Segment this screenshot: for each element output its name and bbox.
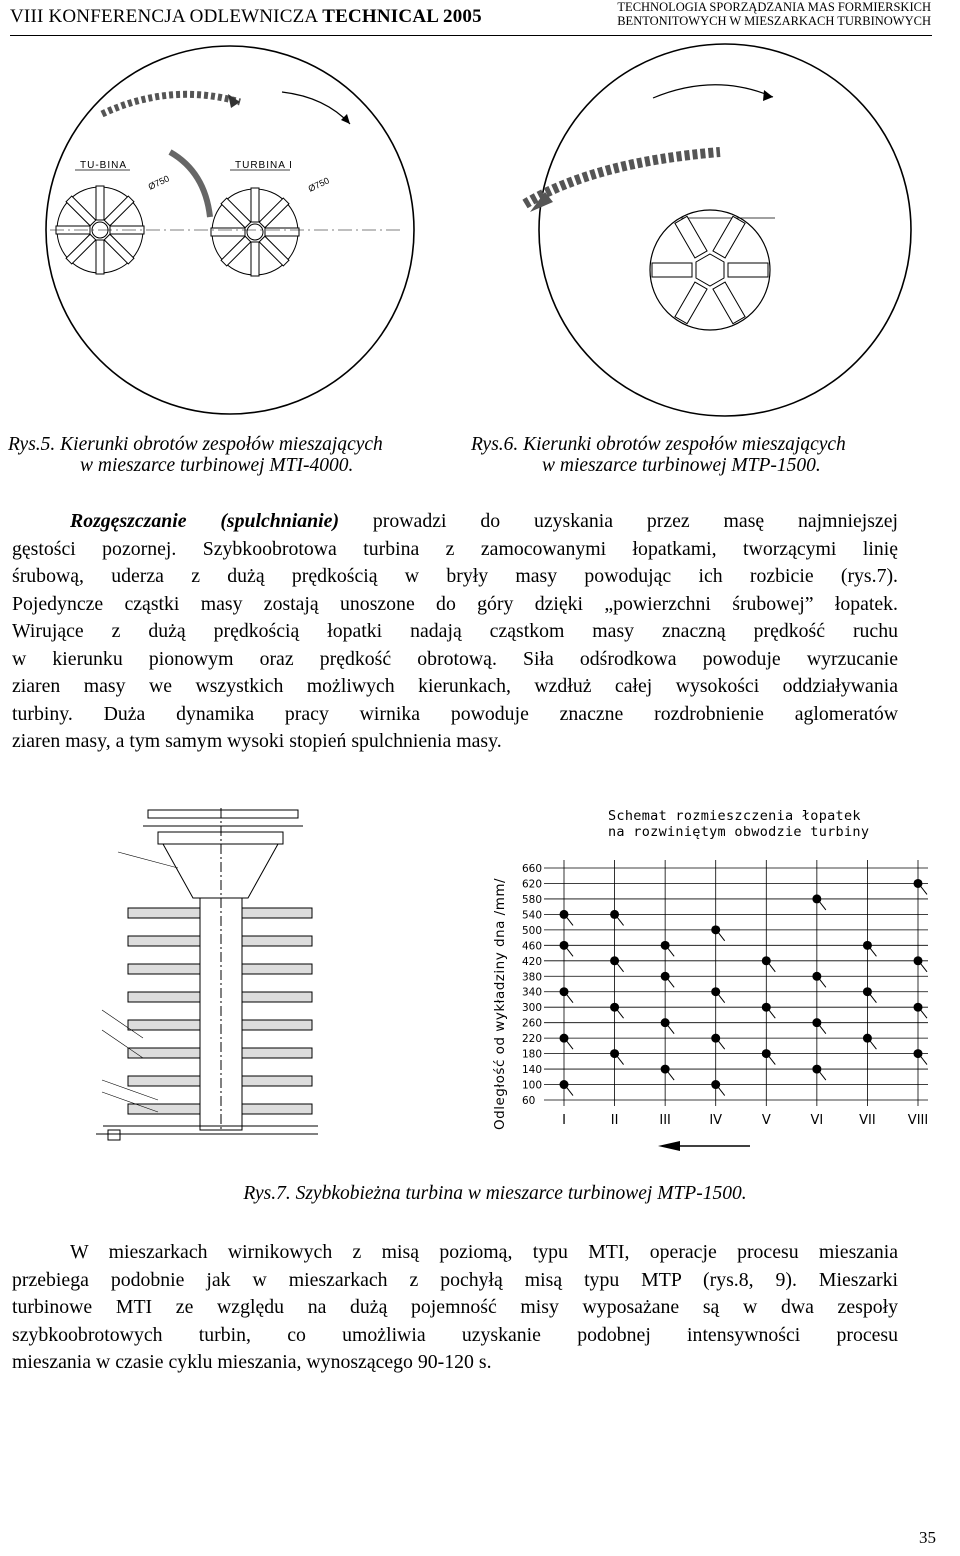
blade-point-tick: [566, 916, 573, 925]
turbine-right: [211, 188, 299, 276]
y-tick-label: 100: [522, 1079, 543, 1092]
paragraph-1-lead: Rozgęszczanie (spulchnianie): [70, 510, 340, 532]
y-tick-label: 220: [522, 1033, 543, 1046]
blade-point-tick: [667, 947, 674, 956]
page-number: 35: [919, 1528, 936, 1547]
paragraph-1-line3: śrubową, uderza z dużą prędkością w bryły masy powodując ich rozbicie (rys.7).: [12, 565, 898, 587]
blade-point-tick: [920, 885, 927, 894]
figure-7-schema-chart: [484, 800, 940, 1152]
figure-5-drawing: [20, 42, 440, 422]
paragraph-1-line1: [12, 508, 898, 536]
blade-point-tick: [667, 1025, 674, 1034]
y-tick-label: 180: [522, 1048, 543, 1061]
y-tick-label: 500: [522, 924, 543, 937]
paragraph-1-line9: ziaren masy, a tym samym wysoki stopień spulchnienia masy.: [12, 730, 502, 752]
x-category-label: VIII: [907, 1113, 929, 1128]
header-rule: [10, 35, 932, 36]
schema-title-line1: Schemat rozmieszczenia łopatek: [608, 808, 861, 824]
figure-5-caption-line1: Rys.5. Kierunki obrotów zespołów mieszających: [8, 434, 383, 455]
blade-point-tick: [667, 1071, 674, 1080]
figure-5-caption-line2: w mieszarce turbinowej MTI-4000.: [80, 455, 354, 476]
paragraph-1-line5: Wirujące z dużą prędkością łopatki nadają cząstkom masy znaczną prędkość ruchu: [12, 620, 898, 642]
figure-6-caption-line2: w mieszarce turbinowej MTP-1500.: [542, 455, 821, 476]
x-category-label: VII: [859, 1113, 876, 1128]
blade-point-tick: [617, 963, 624, 972]
blade-point-tick: [869, 1040, 876, 1049]
blade-point-tick: [819, 1071, 826, 1080]
figure-6-caption: [471, 434, 941, 476]
dim-label-left: Ø750: [146, 173, 171, 192]
blade-point-tick: [566, 1040, 573, 1049]
header-right-line2: BENTONITOWYCH W MIESZARKACH TURBINOWYCH: [617, 14, 931, 28]
blade-point-tick: [617, 916, 624, 925]
y-tick-label: 660: [522, 863, 543, 875]
x-category-label: V: [761, 1113, 771, 1128]
blade-point-tick: [869, 947, 876, 956]
paragraph-1-line1-rest: prowadzi do uzyskania przez masę najmniejszej: [339, 510, 898, 532]
rotation-arrow-upper: [653, 85, 773, 98]
blade-point-tick: [768, 963, 775, 972]
blade-point-tick: [718, 1040, 725, 1049]
schema-title-line2: na rozwiniętym obwodzie turbiny: [608, 824, 870, 840]
paragraph-2-line1: W mieszarkach wirnikowych z misą poziomą, typu MTI, operacje procesu mieszania: [70, 1241, 898, 1263]
rotation-direction-arrow: [658, 1141, 750, 1151]
turbine-label-left: TU-BINA: [80, 160, 127, 171]
blade-point-tick: [718, 1087, 725, 1096]
y-tick-label: 540: [522, 909, 543, 922]
schema-y-axis-label: Odległość od wykładziny dna /mm/: [492, 877, 508, 1130]
blade-point-tick: [566, 994, 573, 1003]
figure-7-caption: Rys.7. Szybkobieżna turbina w mieszarce turbinowej MTP-1500.: [243, 1183, 747, 1204]
blade-point-tick: [819, 978, 826, 987]
dim-label-right: Ø750: [306, 175, 331, 194]
paragraph-1-line4: Pojedyncze cząstki masy zostają unoszone do góry dzięki „powierzchni śrubowej” łopatek.: [12, 592, 898, 615]
blade-point-tick: [667, 978, 674, 987]
blade-point-tick: [718, 994, 725, 1003]
blade-point-tick: [566, 947, 573, 956]
y-tick-label: 420: [522, 955, 543, 968]
y-tick-label: 140: [522, 1064, 543, 1077]
y-tick-label: 460: [522, 940, 543, 953]
schema-x-categories: [562, 1113, 928, 1128]
paragraph-2: [12, 1239, 898, 1377]
y-tick-label: 340: [522, 986, 543, 999]
plough-blade: [525, 152, 720, 204]
paragraph-1: [12, 508, 898, 756]
conference-name: VIII KONFERENCJA ODLEWNICZA: [10, 6, 318, 27]
y-tick-label: 260: [522, 1017, 543, 1030]
blade-point-tick: [920, 1056, 927, 1065]
blade-point-tick: [566, 1087, 573, 1096]
paragraph-2-line3: turbinowe MTI ze względu na dużą pojemność misy wyposażane są w dwa zespoły: [12, 1296, 898, 1318]
paragraph-1-line8: turbiny. Duża dynamika pracy wirnika powoduje znaczne rozdrobnienie aglomeratów: [12, 702, 898, 725]
blade-point-tick: [768, 1056, 775, 1065]
rotation-arrow-right: [282, 92, 350, 124]
paragraph-1-line6: w kierunku pionowym oraz prędkość obrotową. Siła odśrodkowa powoduje wyrzucanie: [12, 647, 898, 670]
schema-grid: [544, 860, 928, 1106]
blade-point-tick: [819, 901, 826, 910]
figure-7-turbine-drawing: [88, 800, 328, 1145]
turbine-blades: [128, 908, 312, 1114]
paragraph-2-line5: mieszania w czasie cyklu mieszania, wynoszącego 90-120 s.: [12, 1351, 492, 1373]
paragraph-2-line4: szybkoobrotowych turbin, co umożliwia uzyskanie podobnej intensywności procesu: [12, 1323, 898, 1346]
running-header-left: [10, 6, 482, 28]
x-category-label: VI: [810, 1113, 824, 1128]
y-tick-label: 60: [522, 1095, 536, 1107]
figure-6-drawing: [515, 42, 940, 422]
schema-y-ticks: [522, 863, 542, 1107]
x-category-label: II: [610, 1113, 619, 1128]
blade-point-tick: [819, 1025, 826, 1034]
y-tick-label: 380: [522, 971, 543, 984]
blade-point-tick: [920, 963, 927, 972]
rotation-arrow-upper: [102, 94, 240, 114]
figure-5-caption: [8, 434, 448, 476]
conference-title-bold: TECHNICAL 2005: [322, 6, 482, 27]
paragraph-2-line2: przebiega podobnie jak w mieszarkach z pochyłą misą typu MTP (rys.8, 9). Mieszarki: [12, 1268, 898, 1291]
x-category-label: III: [659, 1113, 671, 1128]
figure-6-caption-line1: Rys.6. Kierunki obrotów zespołów mieszających: [471, 434, 846, 455]
y-tick-label: 620: [522, 878, 543, 891]
blade-point-tick: [869, 994, 876, 1003]
turbine-center: [650, 210, 770, 330]
blade-point-tick: [920, 1009, 927, 1018]
blade-point-tick: [617, 1056, 624, 1065]
blade-point-tick: [768, 1009, 775, 1018]
paragraph-1-line2: gęstości pozornej. Szybkoobrotowa turbina z zamocowanymi łopatkami, tworzącymi linię: [12, 537, 898, 560]
y-tick-label: 300: [522, 1002, 543, 1015]
header-right-line1: TECHNOLOGIA SPORZĄDZANIA MAS FORMIERSKICH: [617, 0, 931, 14]
blade-point-tick: [718, 932, 725, 941]
plough-blade: [170, 152, 210, 217]
blade-point-tick: [617, 1009, 624, 1018]
x-category-label: I: [562, 1113, 566, 1128]
y-tick-label: 580: [522, 893, 543, 906]
x-category-label: IV: [709, 1113, 723, 1128]
running-header-right: [617, 0, 931, 28]
turbine-label-right: TURBINA I: [235, 160, 293, 171]
paragraph-1-line7: ziaren masy we wszystkich możliwych kierunkach, wzdłuż całej wysokości oddziaływania: [12, 675, 898, 697]
